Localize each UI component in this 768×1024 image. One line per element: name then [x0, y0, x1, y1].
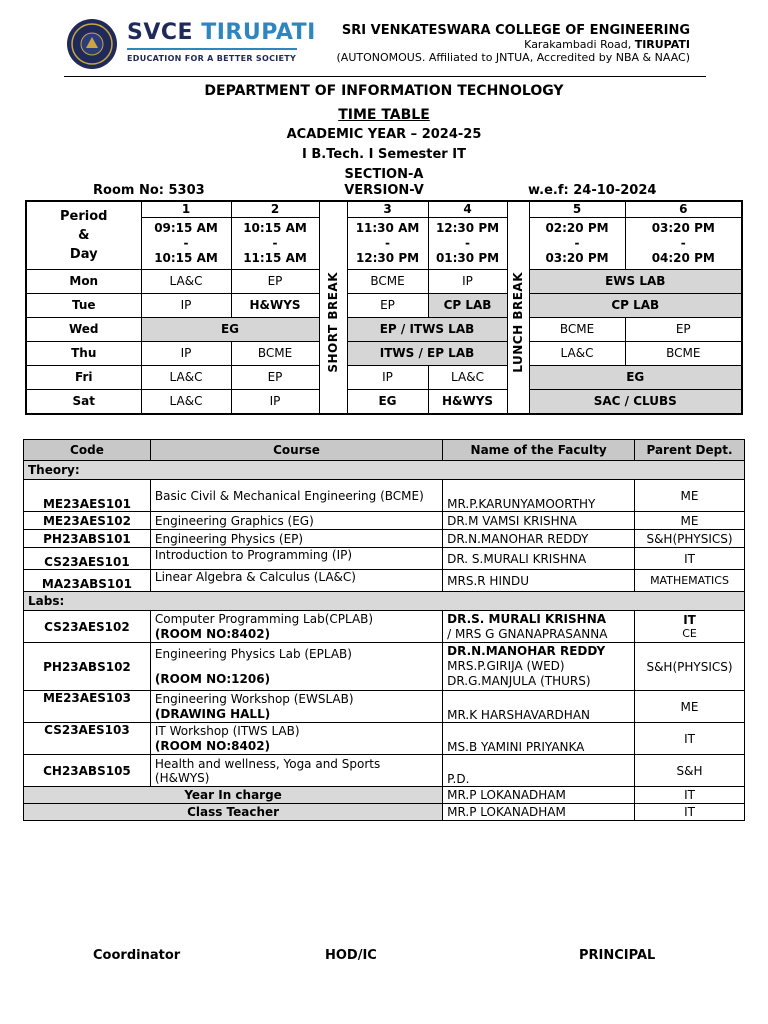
- slot-cell: EP: [347, 293, 428, 317]
- corner-day: Day: [69, 246, 98, 262]
- parent-dept: MATHEMATICS: [635, 570, 745, 592]
- lunch-break-column: [507, 201, 529, 414]
- day-cell: Mon: [26, 269, 141, 293]
- period-2-number: 2: [231, 201, 319, 217]
- slot-cell: BCME: [347, 269, 428, 293]
- day-cell: Tue: [26, 293, 141, 317]
- parent-dept: IT: [635, 548, 745, 570]
- row-mon: [26, 269, 742, 293]
- corner-amp: &: [78, 227, 90, 243]
- lab-room: (ROOM NO:8402): [154, 738, 271, 753]
- faculty-name: MRS.R HINDU: [443, 570, 635, 592]
- parent-dept: S&H(PHYSICS): [635, 643, 745, 691]
- slot-cell: EP: [231, 365, 319, 389]
- row-thu: [26, 341, 742, 365]
- p2-to: 11:15 AM: [243, 250, 307, 265]
- lab-title: Engineering Physics Lab (EPLAB): [154, 646, 352, 661]
- course-code: CS23AES102: [24, 611, 151, 643]
- college-address: [524, 38, 690, 51]
- faculty-name: MR.K HARSHAVARDHAN: [443, 691, 635, 723]
- p4-to: 01:30 PM: [435, 250, 500, 265]
- academic-year: ACADEMIC YEAR – 2024-25: [286, 127, 482, 142]
- p5-dash: -: [574, 235, 580, 250]
- slot-cell: IP: [141, 341, 231, 365]
- signature-coordinator: Coordinator: [93, 948, 181, 963]
- p4-dash: -: [465, 235, 470, 250]
- faculty-name: DR.M VAMSI KRISHNA: [443, 512, 635, 530]
- parent-dept: S&H(PHYSICS): [635, 530, 745, 548]
- header-divider: [64, 76, 706, 77]
- p2-from: 10:15 AM: [243, 220, 307, 235]
- signature-principal: PRINCIPAL: [579, 948, 656, 963]
- p3-to: 12:30 PM: [355, 250, 420, 265]
- course-name: [150, 643, 442, 691]
- class-teacher-dept: IT: [635, 804, 745, 821]
- slot-cell: BCME: [625, 341, 742, 365]
- college-affiliation: (AUTONOMOUS. Affiliated to JNTUA, Accredited by NBA & NAAC): [336, 51, 690, 64]
- parent-dept: ME: [635, 512, 745, 530]
- course-name: [150, 691, 442, 723]
- row-wed: [26, 317, 742, 341]
- faculty-primary: DR.S. MURALI KRISHNA: [447, 611, 607, 626]
- slot-cell: EG: [529, 365, 742, 389]
- section: SECTION-A: [344, 167, 424, 182]
- p2-dash: -: [272, 235, 278, 250]
- table-row: [24, 548, 745, 570]
- logo-underline: [127, 48, 297, 50]
- slot-cell: EP: [231, 269, 319, 293]
- header-code: Code: [24, 440, 151, 461]
- course-name: [150, 611, 442, 643]
- dept-secondary: CE: [682, 626, 697, 640]
- lab-room: (ROOM NO:8402): [154, 626, 271, 641]
- labs-section-label: Labs:: [24, 592, 745, 611]
- header-faculty: Name of the Faculty: [443, 440, 635, 461]
- address-road: Karakambadi Road,: [524, 38, 632, 51]
- header-course: Course: [150, 440, 442, 461]
- p6-to: 04:20 PM: [651, 250, 715, 265]
- p4-from: 12:30 PM: [435, 220, 500, 235]
- theory-section-label: Theory:: [24, 461, 745, 480]
- faculty-tertiary: DR.G.MANJULA (THURS): [447, 674, 591, 688]
- p5-to: 03:20 PM: [545, 250, 609, 265]
- period-1-time: [141, 217, 231, 269]
- period-1-number: 1: [141, 201, 231, 217]
- faculty-name: [443, 611, 635, 643]
- faculty-secondary: MRS.P.GIRIJA (WED): [447, 659, 565, 673]
- wef-date: w.e.f: 24-10-2024: [528, 183, 657, 198]
- college-logo: [66, 18, 118, 70]
- table-row: [24, 643, 745, 691]
- signature-hod: HOD/IC: [325, 948, 377, 963]
- p5-from: 02:20 PM: [545, 220, 609, 235]
- slot-cell: LA&C: [141, 269, 231, 293]
- slot-cell: EP / ITWS LAB: [347, 317, 507, 341]
- lab-title: Engineering Workshop (EWSLAB): [154, 691, 354, 706]
- class-teacher-label: Class Teacher: [24, 804, 443, 821]
- period-3-time: [347, 217, 428, 269]
- logo-tagline: EDUCATION FOR A BETTER SOCIETY: [127, 54, 297, 63]
- table-row: [24, 755, 745, 787]
- period-6-time: [625, 217, 742, 269]
- row-fri: [26, 365, 742, 389]
- slot-cell: BCME: [231, 341, 319, 365]
- p1-from: 09:15 AM: [154, 220, 218, 235]
- parent-dept: [635, 611, 745, 643]
- logo-name: [127, 20, 316, 45]
- slot-cell: H&WYS: [428, 389, 507, 414]
- slot-cell: EP: [625, 317, 742, 341]
- course-name: [150, 723, 442, 755]
- course-code: CS23AES103: [24, 723, 151, 755]
- logo-name-part1: SVCE: [127, 20, 194, 45]
- room-number: Room No: 5303: [93, 183, 205, 198]
- year-incharge-label: Year In charge: [24, 787, 443, 804]
- p1-dash: -: [183, 235, 189, 250]
- slot-cell: LA&C: [141, 365, 231, 389]
- faculty-secondary: / MRS G GNANAPRASANNA: [447, 626, 608, 641]
- table-row: [24, 512, 745, 530]
- slot-cell: IP: [141, 293, 231, 317]
- lab-title: IT Workshop (ITWS LAB): [154, 723, 300, 738]
- period-3-number: 3: [347, 201, 428, 217]
- slot-cell: IP: [347, 365, 428, 389]
- period-5-time: [529, 217, 625, 269]
- course-faculty-table: [23, 439, 745, 821]
- course-code: PH23ABS101: [24, 530, 151, 548]
- year-incharge-row: [24, 787, 745, 804]
- slot-cell: EG: [347, 389, 428, 414]
- course-table-header: [24, 440, 745, 461]
- table-row: [24, 570, 745, 592]
- short-break-column: [319, 201, 347, 414]
- short-break-label: SHORT BREAK: [326, 271, 340, 373]
- faculty-name: P.D.: [443, 755, 635, 787]
- college-name: SRI VENKATESWARA COLLEGE OF ENGINEERING: [341, 23, 690, 38]
- year-incharge-dept: IT: [635, 787, 745, 804]
- day-cell: Fri: [26, 365, 141, 389]
- slot-cell: LA&C: [529, 341, 625, 365]
- timetable: [25, 200, 743, 415]
- course-code: ME23AES101: [24, 480, 151, 512]
- course-name: Introduction to Programming (IP): [150, 548, 442, 570]
- slot-cell: IP: [428, 269, 507, 293]
- slot-cell: LA&C: [428, 365, 507, 389]
- slot-cell: ITWS / EP LAB: [347, 341, 507, 365]
- course-code: CH23ABS105: [24, 755, 151, 787]
- slot-cell: H&WYS: [231, 293, 319, 317]
- slot-cell: LA&C: [141, 389, 231, 414]
- faculty-name: MS.B YAMINI PRIYANKA: [443, 723, 635, 755]
- year-incharge-faculty: MR.P LOKANADHAM: [443, 787, 635, 804]
- semester: I B.Tech. I Semester IT: [302, 147, 466, 162]
- parent-dept: IT: [635, 723, 745, 755]
- course-name: Linear Algebra & Calculus (LA&C): [150, 570, 442, 592]
- table-row: [24, 611, 745, 643]
- day-cell: Thu: [26, 341, 141, 365]
- day-cell: Sat: [26, 389, 141, 414]
- faculty-name: DR. S.MURALI KRISHNA: [443, 548, 635, 570]
- faculty-name: [443, 643, 635, 691]
- faculty-name: DR.N.MANOHAR REDDY: [443, 530, 635, 548]
- address-city: TIRUPATI: [634, 38, 690, 51]
- department-title: DEPARTMENT OF INFORMATION TECHNOLOGY: [204, 83, 564, 99]
- course-name: Basic Civil & Mechanical Engineering (BCME): [150, 480, 442, 512]
- period-4-time: [428, 217, 507, 269]
- period-6-number: 6: [625, 201, 742, 217]
- parent-dept: ME: [635, 480, 745, 512]
- period-day-header: [26, 201, 141, 269]
- row-tue: [26, 293, 742, 317]
- slot-cell: EWS LAB: [529, 269, 742, 293]
- version: VERSION-V: [344, 183, 424, 198]
- p6-from: 03:20 PM: [651, 220, 715, 235]
- p3-dash: -: [385, 235, 390, 250]
- p1-to: 10:15 AM: [154, 250, 218, 265]
- corner-period: Period: [60, 208, 108, 224]
- p3-from: 11:30 AM: [355, 220, 420, 235]
- day-cell: Wed: [26, 317, 141, 341]
- period-4-number: 4: [428, 201, 507, 217]
- table-row: [24, 691, 745, 723]
- course-code: ME23AES102: [24, 512, 151, 530]
- row-sat: [26, 389, 742, 414]
- course-code: CS23AES101: [24, 548, 151, 570]
- faculty-name: MR.P.KARUNYAMOORTHY: [443, 480, 635, 512]
- dept-primary: IT: [683, 612, 696, 627]
- time-table-title: TIME TABLE: [338, 107, 430, 123]
- course-name: Engineering Physics (EP): [150, 530, 442, 548]
- faculty-primary: DR.N.MANOHAR REDDY: [447, 644, 606, 658]
- slot-cell: CP LAB: [428, 293, 507, 317]
- header-dept: Parent Dept.: [635, 440, 745, 461]
- course-name: Health and wellness, Yoga and Sports (H&WYS): [150, 755, 442, 787]
- slot-cell: IP: [231, 389, 319, 414]
- class-teacher-faculty: MR.P LOKANADHAM: [443, 804, 635, 821]
- table-row: [24, 723, 745, 755]
- p6-dash: -: [680, 235, 686, 250]
- slot-cell: CP LAB: [529, 293, 742, 317]
- slot-cell: BCME: [529, 317, 625, 341]
- course-code: ME23AES103: [24, 691, 151, 723]
- class-teacher-row: [24, 804, 745, 821]
- slot-cell: EG: [141, 317, 319, 341]
- period-5-number: 5: [529, 201, 625, 217]
- course-code: PH23ABS102: [24, 643, 151, 691]
- lunch-break-label: LUNCH BREAK: [511, 271, 525, 373]
- college-seal-icon: [66, 18, 118, 70]
- lab-room: (DRAWING HALL): [154, 706, 271, 721]
- course-code: MA23ABS101: [24, 570, 151, 592]
- logo-name-part2: TIRUPATI: [201, 20, 316, 45]
- period-2-time: [231, 217, 319, 269]
- parent-dept: ME: [635, 691, 745, 723]
- slot-cell: SAC / CLUBS: [529, 389, 742, 414]
- course-name: Engineering Graphics (EG): [150, 512, 442, 530]
- table-row: [24, 530, 745, 548]
- parent-dept: S&H: [635, 755, 745, 787]
- lab-room: (ROOM NO:1206): [154, 671, 271, 686]
- lab-title: Computer Programming Lab(CPLAB): [154, 611, 374, 626]
- table-row: [24, 480, 745, 512]
